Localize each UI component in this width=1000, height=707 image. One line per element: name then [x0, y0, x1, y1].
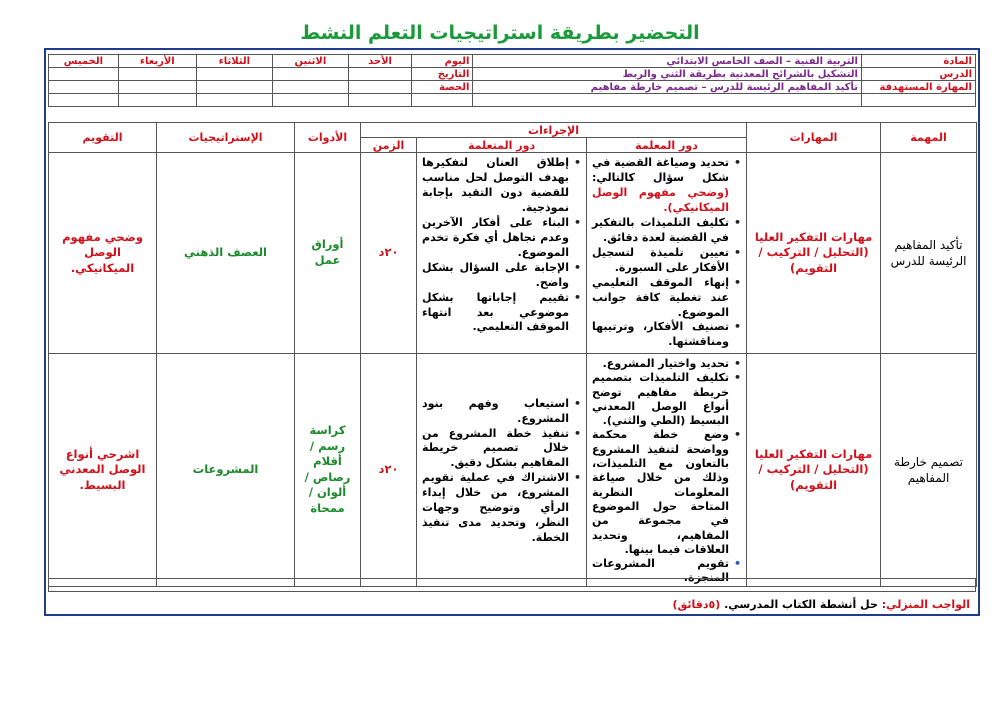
task-cell: تأكيد المفاهيم الرئيسة للدرس	[881, 153, 977, 354]
period-cell	[49, 81, 119, 94]
strategy-cell: العصف الذهني	[157, 153, 295, 354]
subject-label: المادة	[861, 55, 975, 68]
teacher-role-list	[590, 156, 743, 350]
teacher-role-cell	[587, 354, 747, 587]
student-role-list	[420, 156, 583, 335]
page-title: التحضير بطريقة استراتيجيات التعلم النشط	[300, 22, 700, 44]
header-strategies: الإستراتيجيات	[157, 123, 295, 153]
teacher-role-cell	[587, 153, 747, 354]
date-cell	[49, 68, 119, 81]
highlight-question: (وضحي مفهوم الوصل الميكانيكي).	[592, 185, 730, 214]
list-item: • تنفيذ خطة المشروع من خلال تصميم خريطة المفاهيم بشكل دقيق.	[422, 427, 569, 472]
header-time: الزمن	[361, 138, 417, 153]
lesson-value: التشكيل بالشرائح المعدنية بطريقة الثني والربط	[473, 68, 862, 81]
skill-label: المهارة المستهدفة	[861, 81, 975, 94]
day-wednesday: الأربعاء	[118, 55, 196, 68]
header-skills: المهارات	[747, 123, 881, 153]
strategy-cell: المشروعات	[157, 354, 295, 587]
list-item: • استيعاب وفهم بنود المشروع.	[422, 397, 569, 427]
list-item: • تحديد وصياغة القضية في شكل سؤال كالتالي: (وضحي مفهوم الوصل الميكانيكي).	[592, 156, 729, 216]
info-table	[48, 54, 976, 107]
list-item: • تصنيف الأفكار، وترتيبها ومناقشتها.	[592, 320, 729, 350]
list-item: • الاشتراك في عملية تقويم المشروع، من خلال إبداء الرأي وتوضيح وجهات النظر، وتحديد مدى تنفيذ الخطة.	[422, 471, 569, 546]
table-row	[49, 354, 977, 587]
blank-cell	[118, 94, 196, 107]
list-item: • وضع خطة محكمة وواضحة لتنفيذ المشروع بالتعاون مع التلميذات، وذلك من خلال صياغة المعلومات النظرية المتاحة حول الموضوع في مجموعة من المفاهيم، وتحديد العلاقات فيما بينها.	[592, 428, 729, 557]
date-cell	[118, 68, 196, 81]
evaluation-cell: اشرحي أنواع الوصل المعدني البسيط.	[49, 354, 157, 587]
period-cell	[348, 81, 411, 94]
list-item: • البناء على أفكار الآخرين وعدم تجاهل أي فكرة تخدم الموضوع.	[422, 216, 569, 261]
blank-cell	[412, 94, 473, 107]
date-cell	[196, 68, 272, 81]
list-item: • تحديد واختيار المشروع.	[592, 357, 729, 371]
student-role-list	[420, 397, 583, 547]
period-label: الحصة	[412, 81, 473, 94]
homework-line	[48, 596, 976, 614]
student-role-cell	[417, 153, 587, 354]
list-item: • إنهاء الموقف التعليمي عند تغطية كافة جوانب الموضوع.	[592, 276, 729, 321]
date-cell	[348, 68, 411, 81]
table-row	[49, 153, 977, 354]
lesson-label: الدرس	[861, 68, 975, 81]
date-label: التاريخ	[412, 68, 473, 81]
separator-row	[48, 578, 976, 592]
header-student-role: دور المتعلمة	[417, 138, 587, 153]
list-item: • تكليف التلميذات بتصميم خريطة مفاهيم توضح أنواع الوصل المعدني البسيط (الطي والثني).	[592, 371, 729, 428]
list-item: • الإجابة على السؤال بشكل واضح.	[422, 261, 569, 291]
day-thursday: الخميس	[49, 55, 119, 68]
list-item: • تقييم إجاباتها بشكل موضوعي بعد انتهاء الموقف التعليمي.	[422, 291, 569, 336]
list-item: • تعيين تلميذة لتسجيل الأفكار على السبورة.	[592, 246, 729, 276]
blank-cell	[49, 94, 119, 107]
header-task: المهمة	[881, 123, 977, 153]
day-label: اليوم	[412, 55, 473, 68]
period-cell	[196, 81, 272, 94]
time-cell: ٢٠د	[361, 354, 417, 587]
header-evaluation: التقويم	[49, 123, 157, 153]
day-monday: الاثنين	[272, 55, 348, 68]
tools-cell: أوراق عمل	[295, 153, 361, 354]
header-teacher-role: دور المعلمة	[587, 138, 747, 153]
list-item: • إطلاق العنان لتفكيرها بهدف التوصل لحل مناسب للقضية دون التقيد بإجابة نموذجية.	[422, 156, 569, 216]
skills-cell: مهارات التفكير العليا (التحليل / التركيب / التقويم)	[747, 153, 881, 354]
evaluation-cell: وضحي مفهوم الوصل الميكانيكي.	[49, 153, 157, 354]
skill-value: تأكيد المفاهيم الرئيسة للدرس – تصميم خارطة مفاهيم	[473, 81, 862, 94]
header-tools: الأدوات	[295, 123, 361, 153]
time-cell: ٢٠د	[361, 153, 417, 354]
task-cell: تصميم خارطة المفاهيم	[881, 354, 977, 587]
blank-cell	[861, 94, 975, 107]
homework-text: حل أنشطة الكتاب المدرسي.	[724, 598, 878, 611]
homework-label: الواجب المنزلي:	[881, 598, 970, 611]
list-item: • تكليف التلميذات بالتفكير في القضية لعدة دقائق.	[592, 216, 729, 246]
blank-cell	[196, 94, 272, 107]
blank-cell	[272, 94, 348, 107]
subject-value: التربية الفنية – الصف الخامس الابتدائي	[473, 55, 862, 68]
student-role-cell	[417, 354, 587, 587]
header-procedures: الإجراءات	[361, 123, 747, 138]
period-cell	[272, 81, 348, 94]
list-item: • تقويم المشروعات المنجزة.	[592, 557, 729, 586]
date-cell	[272, 68, 348, 81]
skills-cell: مهارات التفكير العليا (التحليل / التركيب / التقويم)	[747, 354, 881, 587]
blank-cell	[348, 94, 411, 107]
day-sunday: الأحد	[348, 55, 411, 68]
lesson-table	[48, 122, 977, 587]
period-cell	[118, 81, 196, 94]
homework-duration: (٥دقائق)	[672, 598, 721, 611]
day-tuesday: الثلاثاء	[196, 55, 272, 68]
teacher-role-list	[590, 357, 743, 586]
blank-cell	[473, 94, 862, 107]
tools-cell: كراسة رسم / أقلام رصاص / ألوان / ممحاة	[295, 354, 361, 587]
